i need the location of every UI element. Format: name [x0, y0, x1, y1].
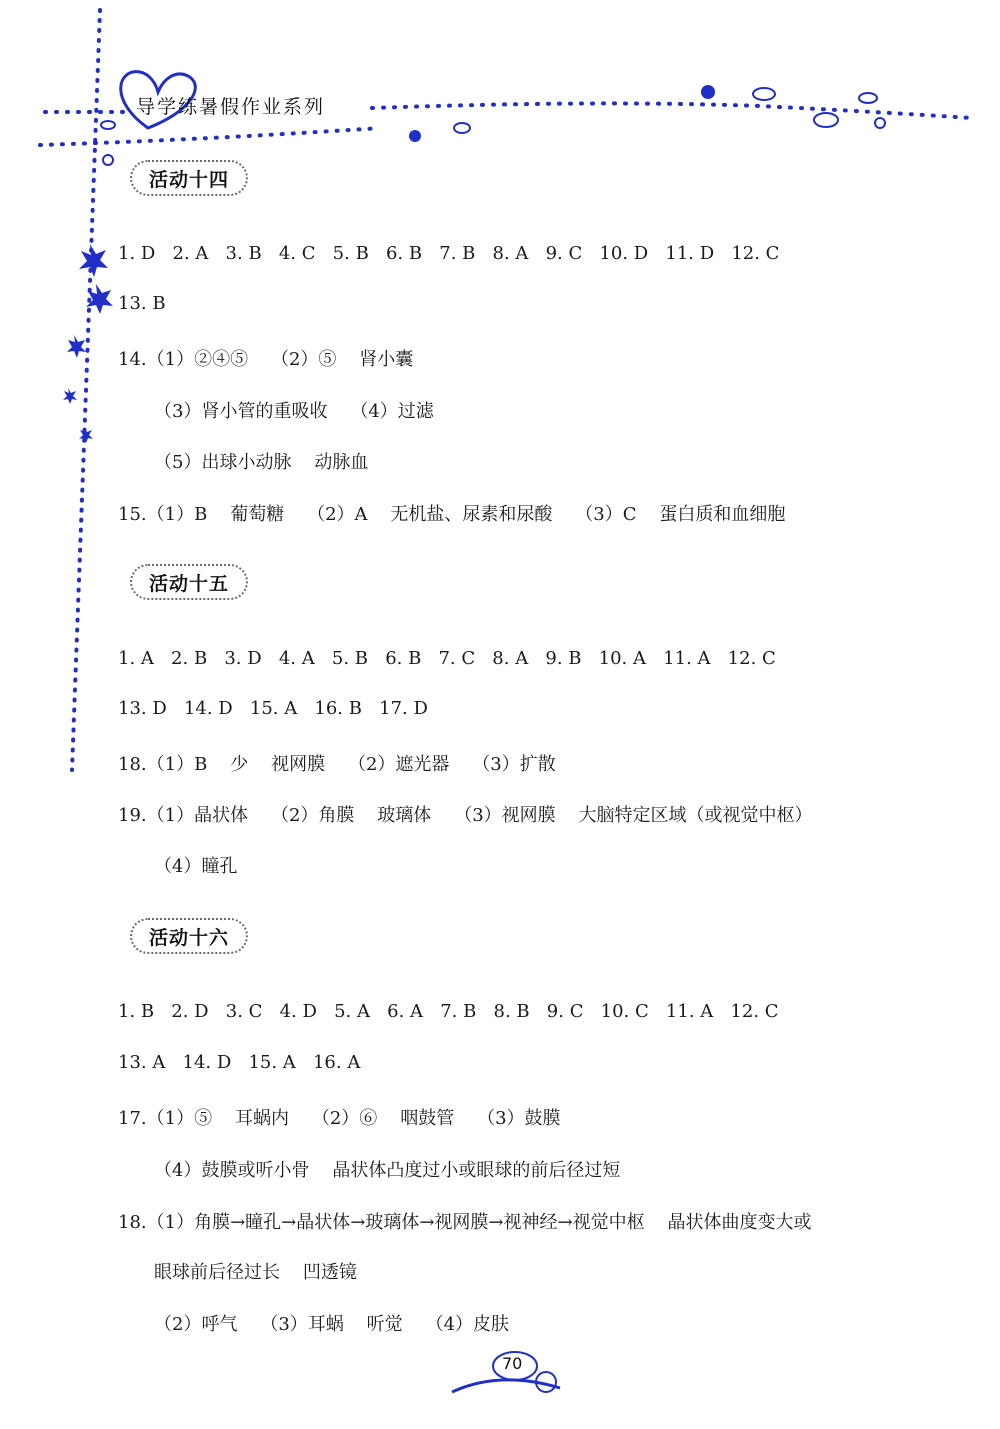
answer-line: （2）呼气 （3）耳蜗 听觉 （4）皮肤 [154, 1314, 510, 1335]
section-title: 活动十五 [148, 572, 229, 595]
bird-icon [409, 130, 421, 142]
section-heading-16 [130, 918, 248, 954]
section-title: 活动十六 [148, 926, 229, 949]
cloud-icon [859, 93, 877, 103]
star-icon [63, 388, 77, 404]
section-heading-15 [130, 564, 248, 600]
answer-line: 13. A 14. D 15. A 16. A [118, 1052, 361, 1073]
star-icon [79, 244, 108, 277]
answer-line: 1. D 2. A 3. B 4. C 5. B 6. B 7. B 8. A 9. C 10. D 11. D 12. C [118, 243, 780, 264]
answer-line: （4）鼓膜或听小骨 晶状体凸度过小或眼球的前后径过短 [154, 1160, 621, 1181]
section-title: 活动十四 [148, 168, 229, 191]
answer-line: 17.（1）⑤ 耳蜗内 （2）⑥ 咽鼓管 （3）鼓膜 [118, 1108, 561, 1129]
answer-line: （5）出球小动脉 动脉血 [154, 452, 369, 473]
header-dotted-line-lower [40, 128, 380, 145]
answer-line: （4）瞳孔 [154, 856, 238, 877]
cloud-icon [454, 123, 470, 133]
footer-swoosh [452, 1380, 560, 1392]
cloud-icon [101, 121, 115, 129]
flower-icon [103, 155, 113, 165]
answer-line: 14.（1）②④⑤ （2）⑤ 肾小囊 [118, 349, 414, 370]
star-icon [67, 335, 86, 358]
answer-line: 1. B 2. D 3. C 4. D 5. A 6. A 7. B 8. B 9. C 10. C 11. A 12. C [118, 1001, 779, 1022]
answer-line: 18.（1）B 少 视网膜 （2）遮光器 （3）扩散 [118, 754, 556, 775]
section-heading-14 [130, 160, 248, 196]
answer-line: 13. B [118, 293, 166, 314]
answer-line: 1. A 2. B 3. D 4. A 5. B 6. B 7. C 8. A 9. B 10. A 11. A 12. C [118, 648, 776, 669]
answer-line: 18.（1）角膜→瞳孔→晶状体→玻璃体→视网膜→视神经→视觉中枢 晶状体曲度变大或 [118, 1212, 812, 1233]
answer-line: 眼球前后径过长 凹透镜 [154, 1262, 357, 1283]
bird-icon [701, 85, 715, 99]
answer-line: 19.（1）晶状体 （2）角膜 玻璃体 （3）视网膜 大脑特定区域（或视觉中枢） [118, 805, 813, 826]
series-title: 导学练暑假作业系列 [136, 96, 326, 118]
header-dotted-line-right [372, 103, 972, 118]
flower-icon [875, 118, 885, 128]
answer-line: （3）肾小管的重吸收 （4）过滤 [154, 401, 434, 422]
answer-line: 15.（1）B 葡萄糖 （2）A 无机盐、尿素和尿酸 （3）C 蛋白质和血细胞 [118, 504, 786, 525]
answer-line: 13. D 14. D 15. A 16. B 17. D [118, 698, 428, 719]
cloud-icon [814, 113, 838, 127]
cloud-icon [753, 88, 775, 100]
vertical-dotted-line [72, 10, 100, 770]
page-number: 70 [502, 1354, 523, 1373]
